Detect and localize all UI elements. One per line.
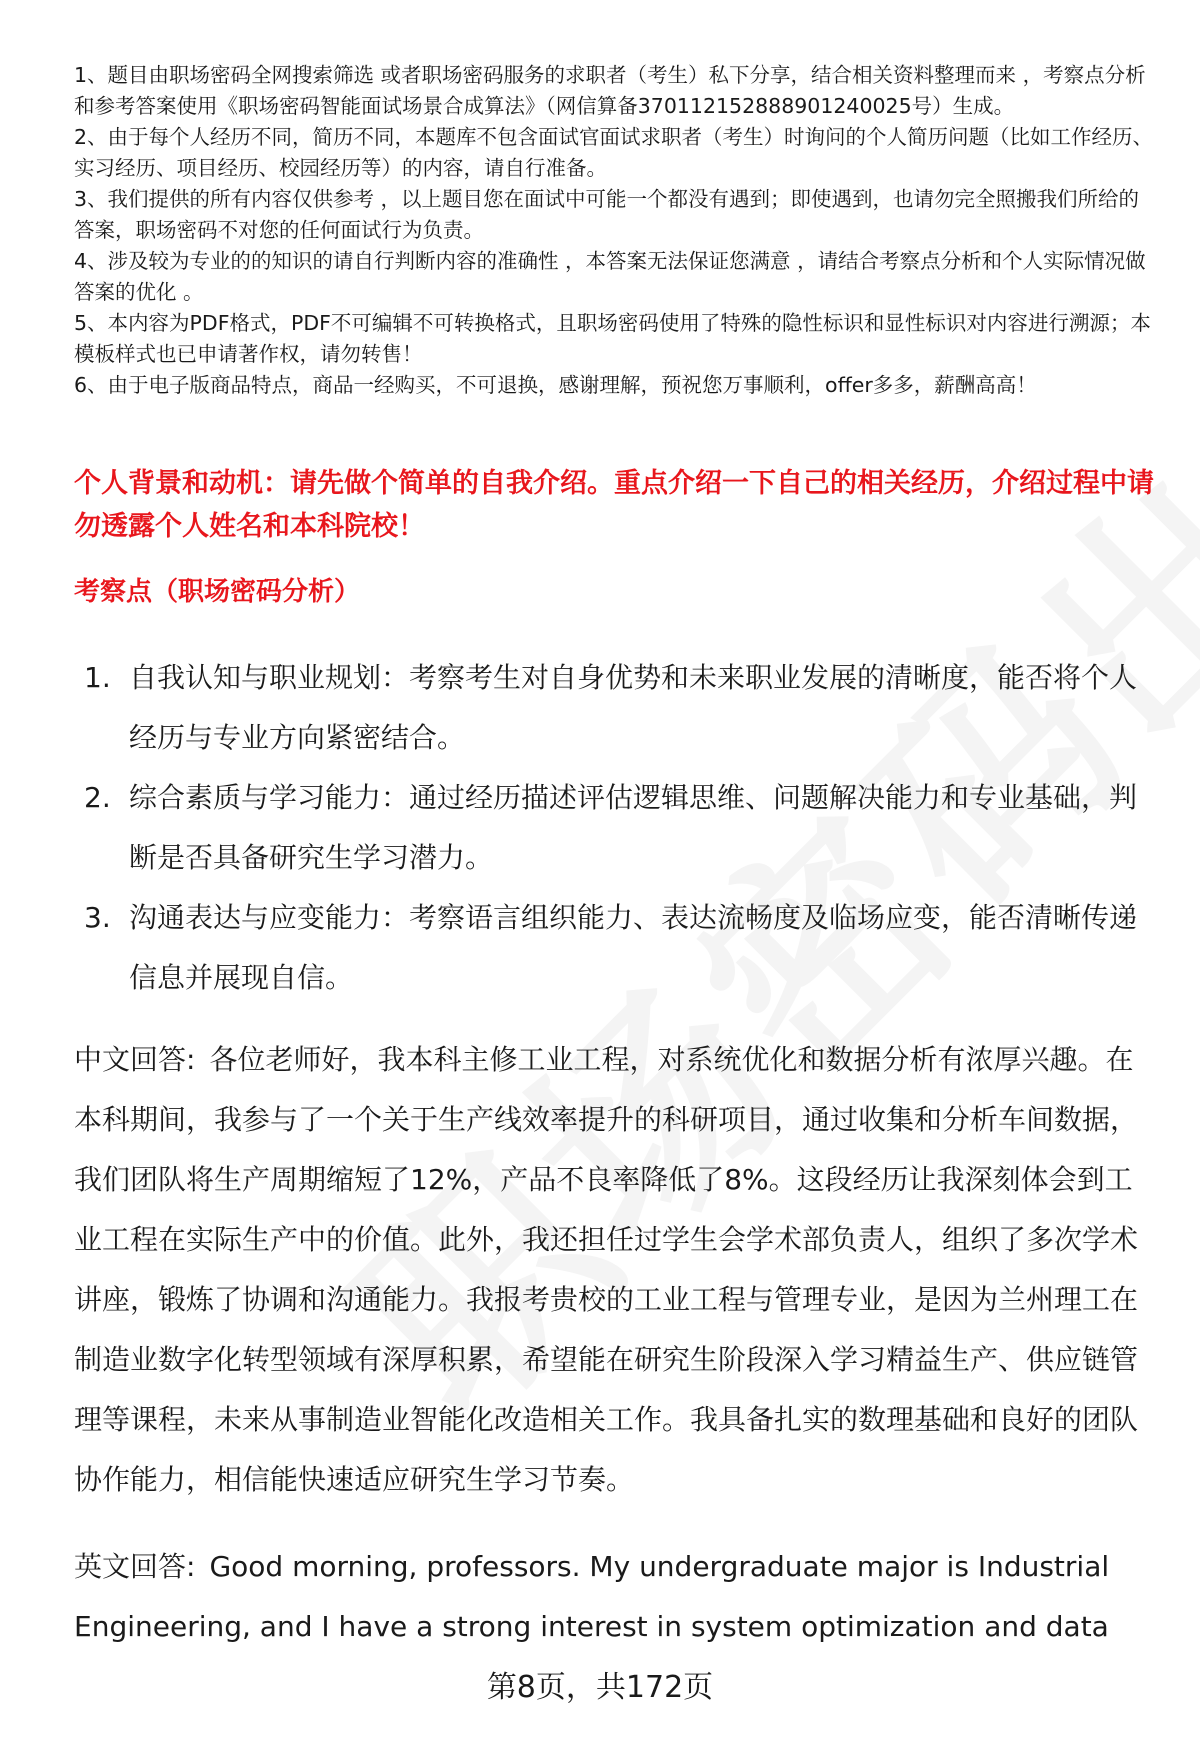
english-answer-text: Good morning, professors. My undergraduate major is Industrial Engineering, and I have a strong interest in system optimization and data	[74, 1550, 1110, 1643]
point-text: 综合素质与学习能力：通过经历描述评估逻辑思维、问题解决能力和专业基础，判断是否具备研究生学习潜力。	[129, 781, 1138, 874]
analysis-point	[74, 768, 1154, 888]
point-text: 自我认知与职业规划：考察考生对自身优势和未来职业发展的清晰度，能否将个人经历与专业方向紧密结合。	[129, 661, 1138, 754]
analysis-point	[74, 648, 1154, 768]
notice-item: 6、由于电子版商品特点，商品一经购买，不可退换，感谢理解，预祝您万事顺利，offer多多，薪酬高高！	[74, 373, 1037, 397]
analysis-points	[74, 648, 1154, 1008]
chinese-answer-label: 中文回答:	[74, 1043, 196, 1076]
point-number: 2.	[84, 781, 111, 814]
english-answer	[74, 1537, 1158, 1657]
chinese-answer-text: 各位老师好，我本科主修工业工程，对系统优化和数据分析有浓厚兴趣。在本科期间，我参与了一个关于生产线效率提升的科研项目，通过收集和分析车间数据，我们团队将生产周期缩短了12%，产品不良率降低了8%。这段经历让我深刻体会到工业工程在实际生产中的价值。此外，我还担任过学生会学术部负责人，组织了多次学术讲座，锻炼了协调和沟通能力。我报考贵校的工业工程与管理专业，是因为兰州理工在制造业数字化转型领域有深厚积累，希望能在研究生阶段深入学习精益生产、供应链管理等课程，未来从事制造业智能化改造相关工作。我具备扎实的数理基础和良好的团队协作能力，相信能快速适应研究生学习节奏。	[74, 1043, 1139, 1496]
analysis-point	[74, 888, 1154, 1008]
page-number: 第8页，共172页	[486, 1670, 714, 1705]
analysis-title: 考察点（职场密码分析）	[74, 577, 361, 607]
notice-item: 5、本内容为PDF格式，PDF不可编辑不可转换格式，且职场密码使用了特殊的隐性标识和显性标识对内容进行溯源；本模板样式也已申请著作权，请勿转售！	[74, 311, 1151, 366]
point-text: 沟通表达与应变能力：考察语言组织能力、表达流畅度及临场应变，能否清晰传递信息并展现自信。	[129, 901, 1138, 994]
question-heading: 个人背景和动机：请先做个简单的自我介绍。重点介绍一下自己的相关经历，介绍过程中请勿透露个人姓名和本科院校！	[74, 468, 1154, 542]
notice-item: 2、由于每个人经历不同，简历不同，本题库不包含面试官面试求职者（考生）时询问的个人简历问题（比如工作经历、实习经历、项目经历、校园经历等）的内容，请自行准备。	[74, 125, 1154, 180]
chinese-answer	[74, 1030, 1158, 1510]
notice-item: 4、涉及较为专业的的知识的请自行判断内容的准确性 ，本答案无法保证您满意 ，请结合考察点分析和个人实际情况做答案的优化 。	[74, 249, 1146, 304]
english-answer-label: 英文回答:	[74, 1550, 196, 1583]
notice-item: 1、题目由职场密码全网搜索筛选 或者职场密码服务的求职者（考生）私下分享，结合相关资料整理而来 ，考察点分析和参考答案使用《职场密码智能面试场景合成算法》（网信算备370112152888901240025号）生成。	[74, 63, 1146, 118]
notice-block	[74, 60, 1154, 401]
point-number: 1.	[84, 661, 111, 694]
notice-item: 3、我们提供的所有内容仅供参考 ，以上题目您在面试中可能一个都没有遇到；即使遇到，也请勿完全照搬我们所给的答案，职场密码不对您的任何面试行为负责。	[74, 187, 1140, 242]
point-number: 3.	[84, 901, 111, 934]
